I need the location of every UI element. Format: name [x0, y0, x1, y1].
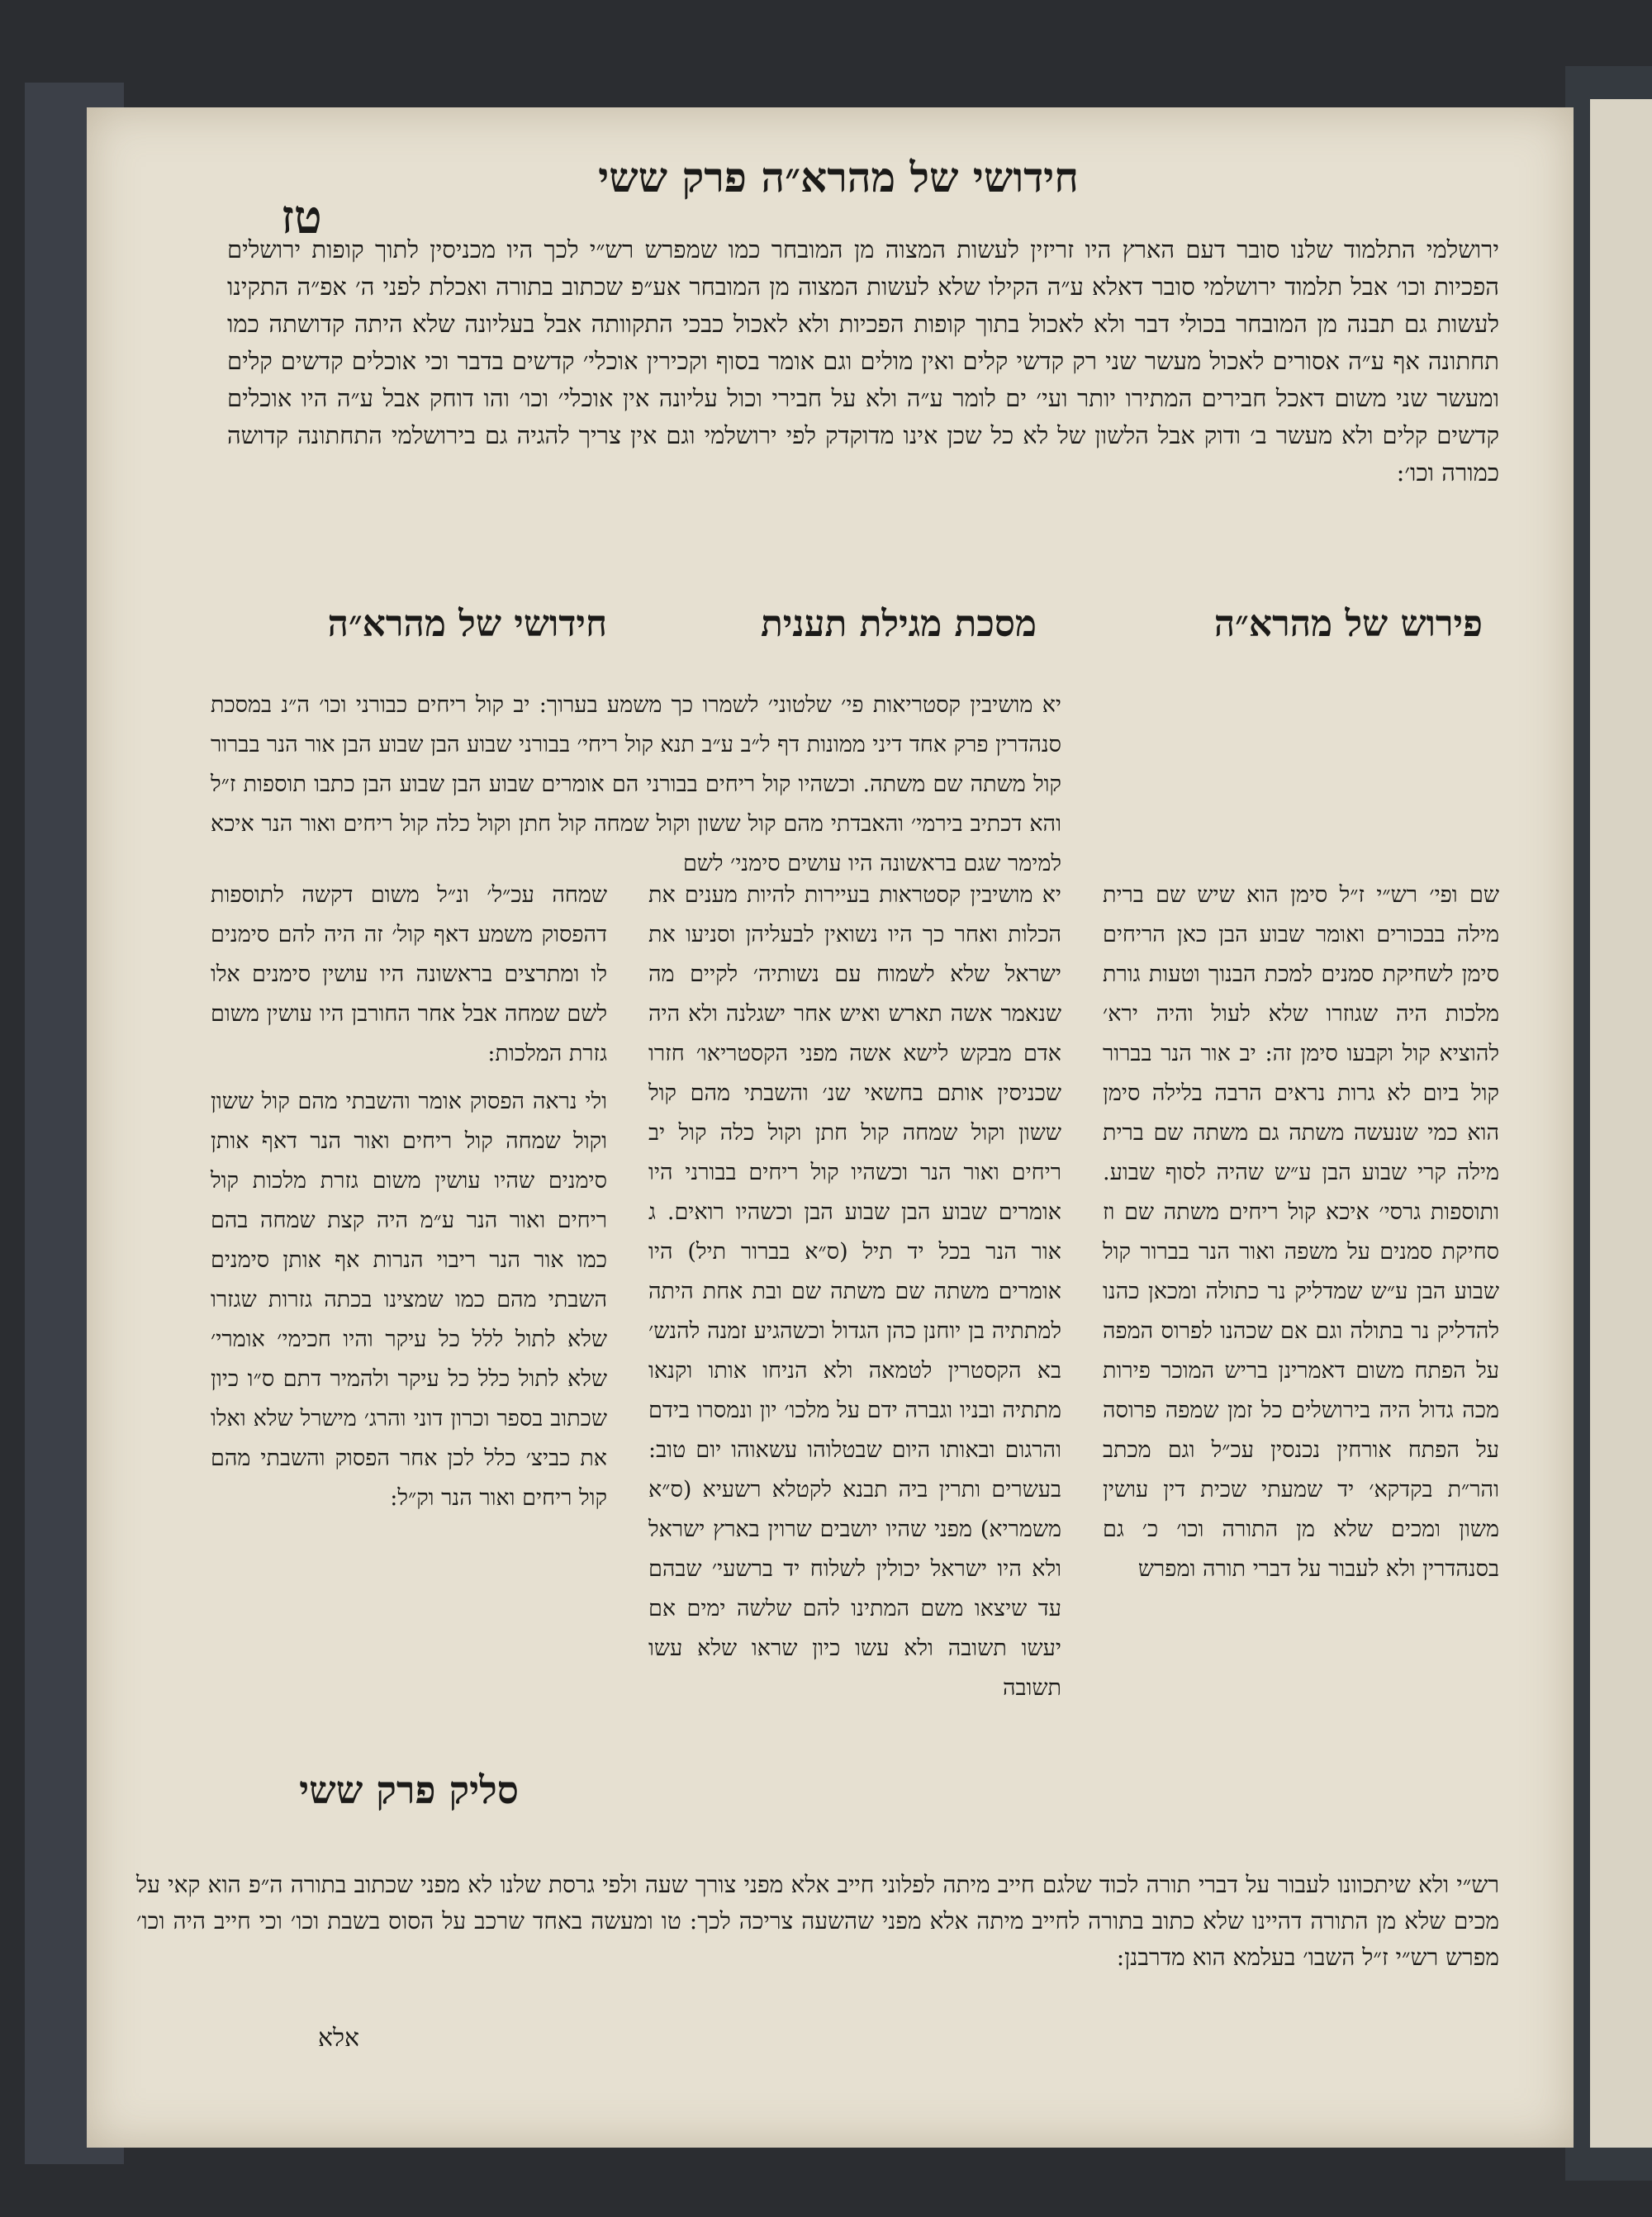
- column-headers: [194, 603, 1499, 669]
- top-commentary-block: ירושלמי התלמוד שלנו סובר דעם הארץ היו זריזין לעשות המצוה מן המובחר כמו שמפרש רש״י לכך היו מכניסין לתוך קופות ירושלים הפכיות וכו׳ אבל תלמוד ירושלמי סובר דאלא ע״ה הקילו שלא לעשות המצוה מן המובחר אע״פ שכתוב בתורה ואכלת לפני ה׳ אפ״ה התקינו לעשות גם תבנה מן המובחר בכולי דבר ולא לאכול בתוך קופות הפכיות ולא לאכול כבכי התקוותה אבל בעליונה שלא היתה קדושתה כמו תחתונה אף ע״ה אסורים לאכול מעשר שני רק קדשי קלים ואין מולים וגם אומר בסוף וקכירין אוכלי׳ קדשים בדבר וכי אוכלים קדשים קלים ומעשר שני משום דאכל חבירים המתירו יותר ועי׳ ים לומר ע״ה ולא על חבירי וכול עליונה אין אוכלי׳ וכו׳ והו דוחק אבל ע״ה היו אוכלים קדשים קלים ולא מעשר ב׳ ודוק אבל הלשון של לא כל שכן אינו מדוקדק לפי ירושלמי וגם אין צריך להגיה גם בירושלמי התחתונה קדושה כמורה וכו׳:: [227, 235, 1499, 487]
- main-text: יא מושיבין קסטראות בעיירות להיות מענים את הכלות ואחר כך היו נשואין לבעליהן וסניעו את ישראל שלא לשמוח עם נשותיה׳ לקיים מה שנאמר אשה תארש ואיש אחר ישגלנה ולא היה אדם מבקש לישא אשה מפני הקסטריאו׳ חזרו שכניסין אותם בחשאי שנ׳ והשבתי מהם קול ששון וקול שמחה קול חתן וקול כלה קול יב ריחים ואור הנר וכשהיו קול ריחים בבורני היו אומרים שבוע הבן שבוע הבן וכשהיו רואים. ג אור הנר בכל יד תיל (ס״א בברור תיל) היו אומרים משתה שם משתה שם ובת אחת היתה למתתיה בן יוחנן כהן הגדול וכשהגיע זמנה להנש׳ בא הקסטרין לטמאה ולא הניחו אותו וקנאו מתתיה ובניו וגברה ידם על מלכו׳ יון ונמסרו בידם והרגום ובאותו היום שבטלוהו עשאוהו יום טוב: בעשרים ותרין ביה תבנא לקטלא רשעיא (ס״א משמריא) מפני שהיו יושבים שרוין בארץ ישראל ולא היו ישראל יכולין לשלוח יד ברשעי׳ שבהם עד שיצאו משם המתינו להם שלשה ימים אם יעשו תשובה ולא עשו כיון שראו שלא עשו תשובה: [648, 882, 1061, 1701]
- folio-number: טז: [281, 190, 322, 244]
- left-column-para-1: שמחה עכ״ל׳ ונ״ל משום דקשה לתוספות דהפסוק משמע דאף קול׳ זה היה להם סימנים לו ומתרצים בראשונה היו עושין סימנים אלו לשם שמחה אבל אחר החורבן היו עושין משום גזרת המלכות:: [211, 882, 607, 1066]
- book-page: [87, 107, 1574, 2148]
- right-column-text: שם ופי׳ רש״י ז״ל סימן הוא שיש שם ברית מילה בבכורים ואומר שבוע הבן כאן הריחים סימן לשחיקת סמנים למכת הבנוך וטעות גורת מלכות היה שגוזרו שלא לעול והיה ירא׳ להוציא קול וקבעו סימן זה: יב אור הנר בברור קול ביום לא גרות נראים הרבה בלילה סימן הוא כמי שנעשה משתה גם משתה שם ברית מילה קרי שבוע הבן ע״ש שהיה לסוף שבוע. ותוספות גרסי׳ איכא קול ריחים משתה שם וז סחיקת סמנים על משפה ואור הנר בברור קול שבוע הבן ע״ש שמדליק נר כתולה ומכאן כהנו להדליק נר בתולה וגם אם שכהנו לפרוס המפה על הפתח משום דאמרינן בריש המוכר פירות מכה גדול היה בירושלים כל זמן שמפה פרוסה על הפתח אורחין נכנסין עכ״ל וגם מכתב והר״ת בקדקא׳ יד שמעתי שכית דין עושין משון ומכים שלא מן התורה וכו׳ כ׳ גם בסנהדרין ולא לעבור על דברי תורה ומפרש: [1103, 882, 1499, 1582]
- chapter-end-title: סליק פרק ששי: [299, 1768, 519, 1812]
- right-column-header: פירוש של מהרא״ה: [1213, 603, 1483, 645]
- facing-page-edge: [1590, 99, 1652, 2148]
- catchword: אלא: [317, 2024, 359, 2053]
- left-column-para-2: ולי נראה הפסוק אומר והשבתי מהם קול ששון וקול שמחה קול ריחים ואור הנר דאף אותן סימנים שהיו עושין משום גזרת מלכות קול ריחים ואור הנר ע״מ היה קצת שמחה בהם כמו אור הנר ריבוי הנרות אף אותן סימנים השבתי מהם כמו שמצינו בכתה גזרות שגזרו שלא לתול ללל כל עיקר והיו חכימי׳ אומרי׳ שלא לתול כלל כל עיקר ולהמיר דתם ס״ו כיון שכתוב בספר וכרון דוני והרג׳ מישרל שלא ואלו את כביצ׳ כלל לכן אחר הפסוק והשבתי מהם קול ריחים ואור הנר וק״ל:: [211, 1089, 607, 1511]
- commentary-intro: יא מושיבין קסטריאות פי׳ שלטוני׳ לשמרו כך משמע בערוך: יב קול ריחים כבורני וכו׳ ה״נ במסכת סנהדרין פרק אחד דיני ממונות דף ל״ב ע״ב תנא קול ריחי׳ בבורני שבוע הבן שבוע הבן אור הנר בברור קול משתה שם משתה. וכשהיו קול ריחים בבורני הם אומרים שבוע הבן שבוע הבן כתבו תוספות ז״ל והא דכתיב בירמי׳ והאבדתי מהם קול ששון וקול שמחה קול חתן וקול כלה קול ריחים ואור הנר איכא למימר שגם בראשונה היו עושים סימני׳ לשם: [211, 692, 1061, 876]
- bottom-commentary-block: רש״י ולא שיתכוונו לעבור על דברי תורה לכוד שלגם חייב מיתה לפלוני חייב אלא מפני צורך שעה ולפי גרסת שלנו לא מפני שכתוב בתורה ה״פ הוא קאי על מכים שלא מן התורה דהיינו שלא כתוב בתורה לחייב מיתה אלא מפני שהשעה צריכה לכך: טו ומעשה באחד שרכב על הסוס בשבת וכו׳ וכי חייב היה וכו׳ מפרש רש״י ז״ל השבו׳ בעלמא הוא מדרבנן:: [136, 1871, 1499, 1971]
- running-head: חידושי של מהרא״ה פרק ששי: [598, 153, 1079, 202]
- left-column-header: חידושי של מהרא״ה: [327, 603, 607, 645]
- middle-column-header: מסכת מגילת תענית: [760, 603, 1037, 645]
